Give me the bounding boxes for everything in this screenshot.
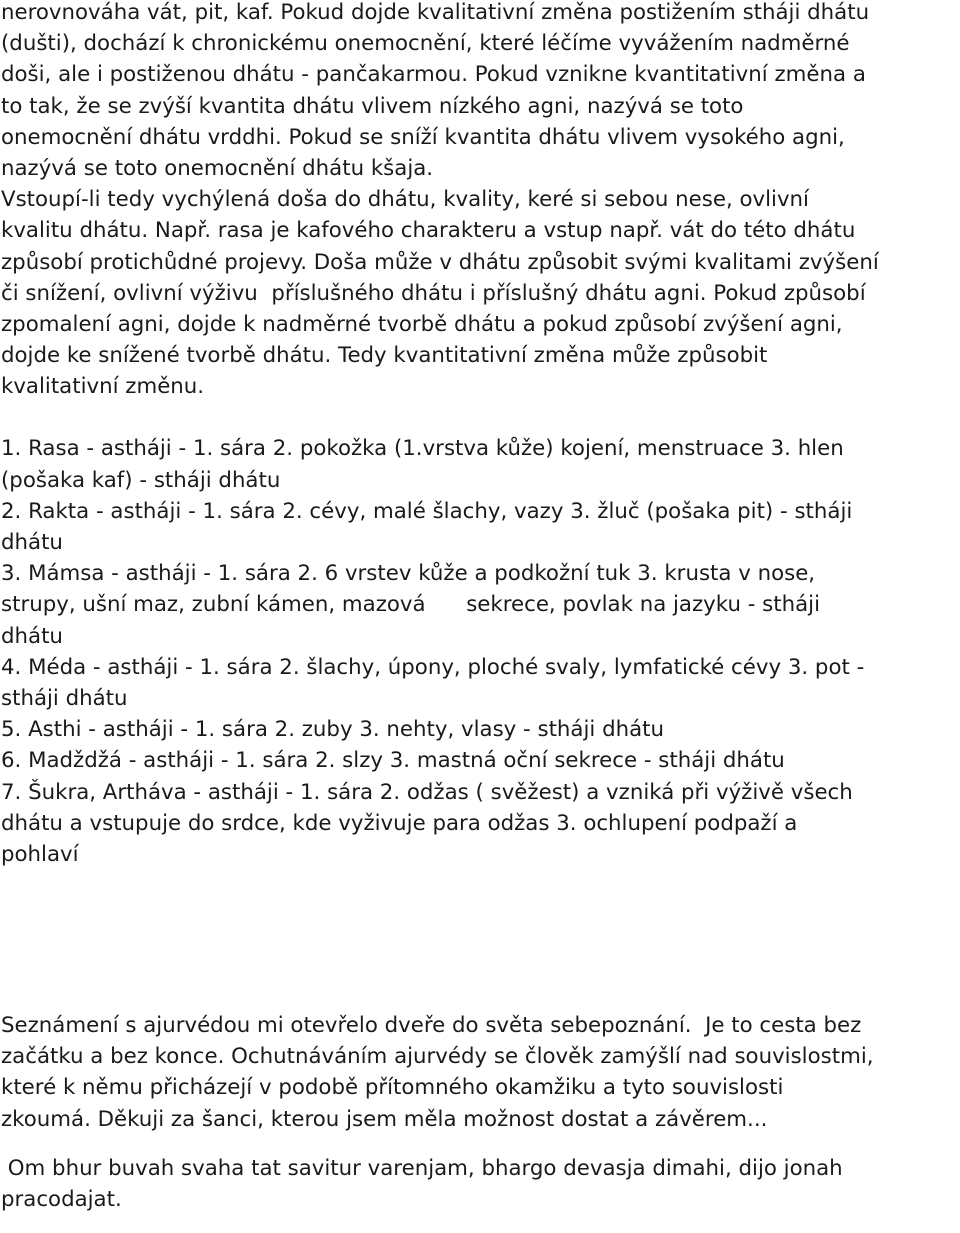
paragraph-spacer bbox=[0, 402, 960, 433]
list-item: 5. Asthi - astháji - 1. sára 2. zuby 3. nehty, vlasy - stháji dhátu bbox=[1, 717, 665, 743]
mantra-paragraph bbox=[0, 1153, 960, 1215]
list-item-continuation: stháji dhátu bbox=[1, 685, 128, 711]
text-line: které k němu přicházejí v podobě přítomného okamžiku a tyto souvislosti bbox=[1, 1075, 784, 1101]
list-item: 6. Madždžá - astháji - 1. sára 2. slzy 3. mastná oční sekrece - stháji dhátu bbox=[1, 748, 785, 774]
text-line: (dušti), dochází k chronickému onemocnění, které léčíme vyvážením nadměrné bbox=[1, 31, 850, 57]
text-line: kvalitativní změnu. bbox=[1, 374, 205, 400]
text-line: kvalitu dhátu. Např. rasa je kafového charakteru a vstup např. vát do této dhátu bbox=[1, 218, 856, 244]
text-line: nazývá se toto onemocnění dhátu kšaja. bbox=[1, 155, 434, 181]
list-item: 4. Méda - astháji - 1. sára 2. šlachy, úpony, ploché svaly, lymfatické cévy 3. pot - bbox=[1, 654, 865, 680]
list-item-continuation: dhátu bbox=[1, 530, 63, 555]
intro-paragraph bbox=[0, 0, 960, 402]
list-item: 2. Rakta - astháji - 1. sára 2. cévy, malé šlachy, vazy 3. žluč (pošaka pit) - stháji bbox=[1, 498, 853, 524]
text-line: pracodajat. bbox=[1, 1187, 122, 1212]
list-item-continuation: (pošaka kaf) - stháji dhátu bbox=[1, 467, 281, 493]
text-line: onemocnění dhátu vrddhi. Pokud se sníží kvantita dhátu vlivem vysokého agni, bbox=[1, 124, 845, 150]
list-item: 3. Mámsa - astháji - 1. sára 2. 6 vrstev kůže a podkožní tuk 3. krusta v nose, bbox=[1, 561, 816, 587]
list-item: 1. Rasa - astháji - 1. sára 2. pokožka (1.vrstva kůže) kojení, menstruace 3. hlen bbox=[1, 436, 844, 462]
text-line: dojde ke snížené tvorbě dhátu. Tedy kvantitativní změna může způsobit bbox=[1, 343, 768, 369]
list-item-continuation: dhátu a vstupuje do srdce, kde vyživuje para odžas 3. ochlupení podpaží a bbox=[1, 810, 798, 836]
text-line: či snížení, ovlivní výživu příslušného dhátu i příslušný dhátu agni. Pokud způsobí bbox=[1, 280, 866, 306]
text-line: nerovnováha vát, pit, kaf. Pokud dojde kvalitativní změna postižením stháji dhátu bbox=[1, 0, 870, 25]
text-line: doši, ale i postiženou dhátu - pančakarmou. Pokud vznikne kvantitativní změna a bbox=[1, 62, 866, 88]
text-line: zkoumá. Děkuji za šanci, kterou jsem měla možnost dostat a závěrem... bbox=[1, 1106, 768, 1132]
dhatu-list bbox=[0, 433, 960, 870]
paragraph-spacer bbox=[0, 1135, 960, 1153]
list-item-continuation: strupy, ušní maz, zubní kámen, mazová sekrece, povlak na jazyku - stháji bbox=[1, 592, 820, 618]
text-line: Vstoupí-li tedy vychýlená doša do dhátu, kvality, keré si sebou nese, ovlivní bbox=[1, 187, 809, 213]
closing-paragraph bbox=[0, 1010, 960, 1135]
paragraph-spacer bbox=[0, 870, 960, 1010]
text-line: Om bhur buvah svaha tat savitur varenjam, bhargo devasja dimahi, dijo jonah bbox=[1, 1155, 843, 1181]
list-item-continuation: pohlaví bbox=[1, 841, 79, 867]
list-item: 7. Šukra, Artháva - astháji - 1. sára 2. odžas ( svěžest) a vzniká při výživě všech bbox=[1, 779, 853, 805]
text-line: začátku a bez konce. Ochutnáváním ajurvédy se člověk zamýšlí nad souvislostmi, bbox=[1, 1044, 874, 1070]
text-line: Seznámení s ajurvédou mi otevřelo dveře do světa sebepoznání. Je to cesta bez bbox=[1, 1013, 862, 1039]
text-line: zpomalení agni, dojde k nadměrné tvorbě dhátu a pokud způsobí zvýšení agni, bbox=[1, 311, 843, 337]
text-line: způsobí protichůdné projevy. Doša může v dhátu způsobit svými kvalitami zvýšení bbox=[1, 249, 879, 275]
text-line: to tak, že se zvýší kvantita dhátu vlivem nízkého agni, nazývá se toto bbox=[1, 93, 744, 119]
list-item-continuation: dhátu bbox=[1, 623, 63, 649]
